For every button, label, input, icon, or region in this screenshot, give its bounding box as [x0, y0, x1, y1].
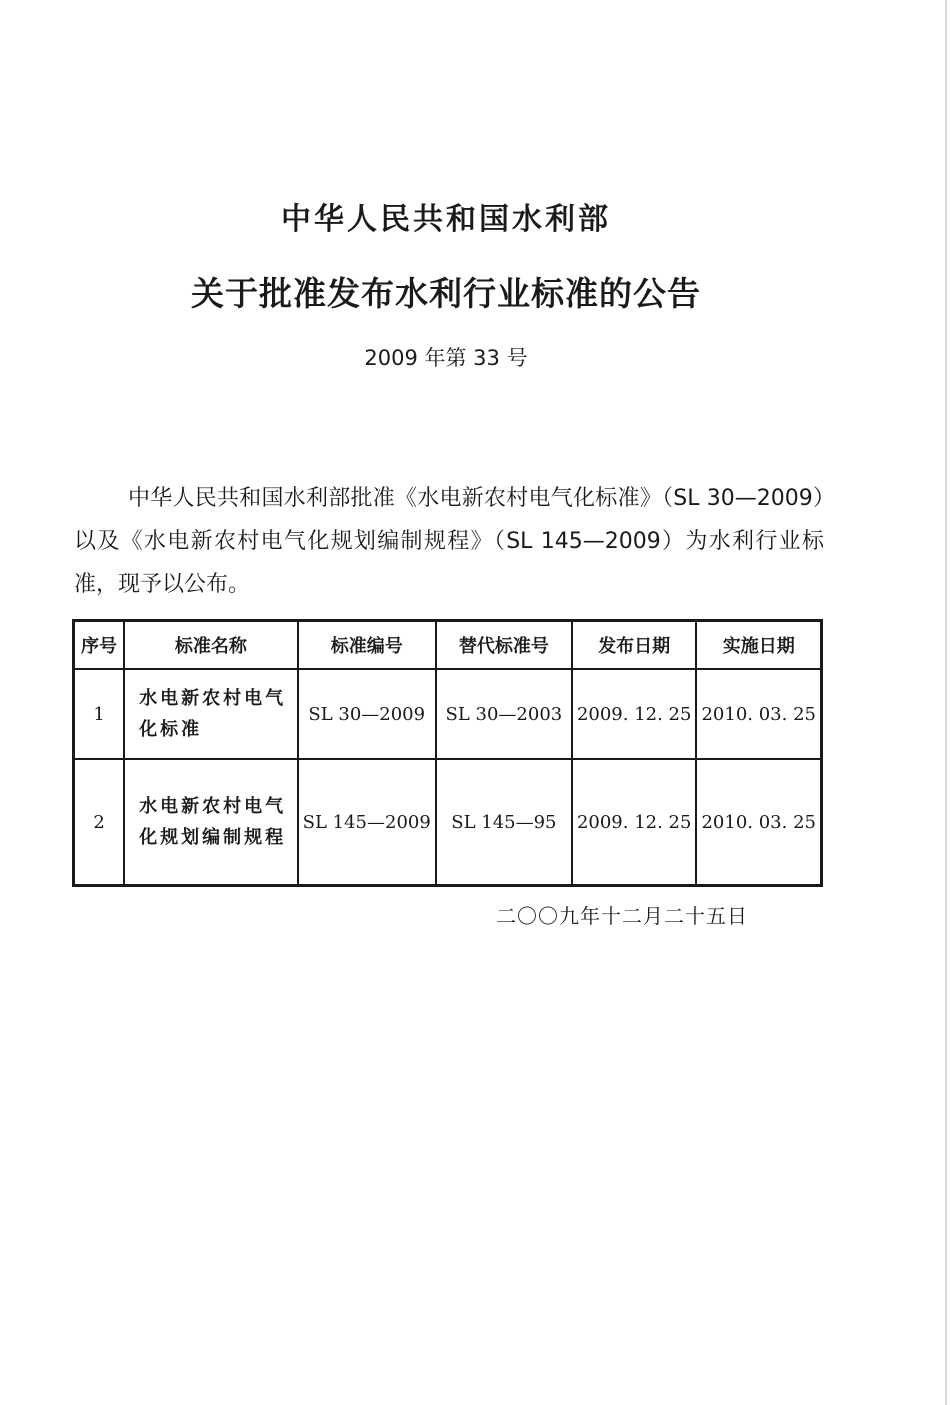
- table-row: [74, 759, 822, 886]
- table-header-row: [74, 621, 822, 670]
- header-code: 标准编号: [298, 621, 436, 670]
- document-number: 2009 年第 33 号: [364, 346, 528, 370]
- standard-code: SL 30—2009: [298, 669, 436, 759]
- header-name: 标准名称: [124, 621, 298, 670]
- replaced-code: SL 145—95: [436, 759, 572, 886]
- row-index: 1: [74, 669, 125, 759]
- effective-date: 2010. 03. 25: [696, 669, 821, 759]
- header-replaces: 替代标准号: [436, 621, 572, 670]
- row-index: 2: [74, 759, 125, 886]
- announcement-paragraph: 中华人民共和国水利部批准《水电新农村电气化标准》（SL 30—2009）以及《水电新农村电气化规划编制规程》（SL 145—2009）为水利行业标准，现予以公布。: [74, 486, 824, 597]
- issuer-heading: 中华人民共和国水利部: [281, 202, 611, 237]
- page-edge: [945, 0, 947, 1405]
- announcement-title: 关于批准发布水利行业标准的公告: [191, 274, 701, 313]
- table-row: [74, 669, 822, 759]
- standards-table: [72, 619, 823, 887]
- replaced-code: SL 30—2003: [436, 669, 572, 759]
- standard-code: SL 145—2009: [298, 759, 436, 886]
- effective-date: 2010. 03. 25: [696, 759, 821, 886]
- standard-name: 水电新农村电气化标准: [124, 669, 298, 759]
- header-index: 序号: [74, 621, 125, 670]
- issue-date: 2009. 12. 25: [572, 759, 697, 886]
- standard-name: 水电新农村电气化规划编制规程: [124, 759, 298, 886]
- issue-date: 2009. 12. 25: [572, 669, 697, 759]
- signature-date: 二〇〇九年十二月二十五日: [496, 904, 748, 928]
- header-effective-date: 实施日期: [696, 621, 821, 670]
- header-issue-date: 发布日期: [572, 621, 697, 670]
